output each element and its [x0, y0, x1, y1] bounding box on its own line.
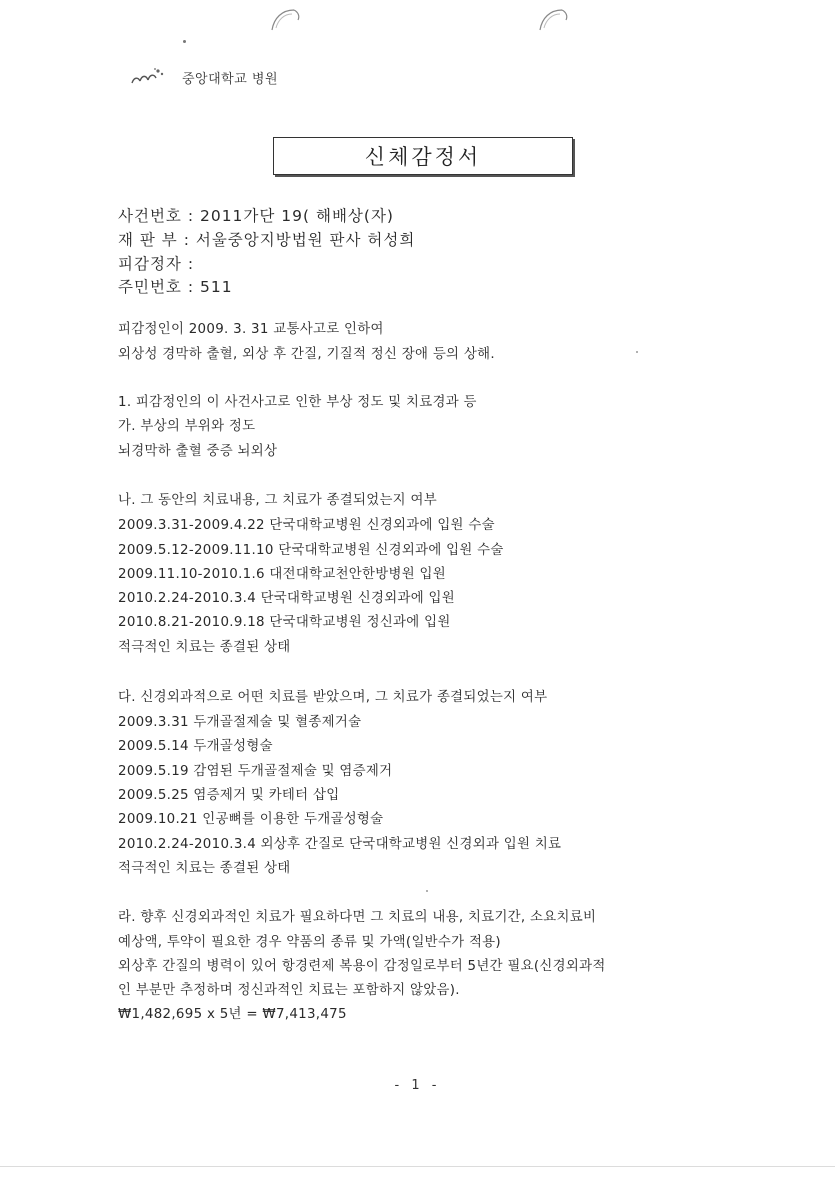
hospital-name: 중앙대학교 병원 — [182, 71, 279, 87]
resident-number-line: 주민번호 : 511 — [118, 278, 233, 296]
subsection-heading: 다. 신경외과적으로 어떤 치료를 받았으며, 그 치료가 종결되었는지 여부 — [118, 690, 548, 705]
section-heading: 1. 피감정인의 이 사건사고로 인한 부상 정도 및 치료경과 등 — [118, 395, 477, 410]
section-line: 뇌경막하 출혈 중증 뇌외상 — [118, 444, 278, 459]
surgery-line: 2009.5.14 두개골성형술 — [118, 739, 273, 754]
treatment-line: 2010.2.24-2010.3.4 단국대학교병원 신경외과에 입원 — [118, 591, 455, 606]
examinee-line: 피감정자 : — [118, 255, 195, 273]
surgery-line: 2009.5.25 염증제거 및 카테터 삽입 — [118, 788, 340, 803]
section-line: 외상후 간질의 병력이 있어 항경련제 복용이 감정일로부터 5년간 필요(신경외과적 — [118, 959, 606, 974]
court-line: 재 판 부 : 서울중앙지방법원 판사 허성희 — [118, 231, 416, 249]
document-title: 신체감정서 — [364, 145, 482, 169]
punch-hole-mark — [536, 4, 572, 34]
section-line: 인 부분만 추정하며 정신과적인 치료는 포함하지 않았음). — [118, 983, 460, 998]
section-line: 예상액, 투약이 필요한 경우 약품의 종류 및 가액(일반수가 적용) — [118, 935, 501, 950]
surgery-line: 2009.5.19 감염된 두개골절제술 및 염증제거 — [118, 764, 393, 779]
treatment-line: 2009.5.12-2009.11.10 단국대학교병원 신경외과에 입원 수술 — [118, 543, 504, 558]
page-bottom-edge — [0, 1166, 835, 1167]
treatment-line: 2010.8.21-2010.9.18 단국대학교병원 정신과에 입원 — [118, 615, 451, 630]
scan-speck — [636, 351, 638, 353]
scan-speck — [183, 40, 186, 43]
case-number-line: 사건번호 : 2011가단 19( 해배상(자) — [118, 207, 394, 225]
surgery-line: 2009.3.31 두개골절제술 및 혈종제거술 — [118, 715, 362, 730]
treatment-line: 적극적인 치료는 종결된 상태 — [118, 640, 291, 655]
document-title-box — [273, 137, 573, 175]
punch-hole-mark — [268, 4, 304, 34]
treatment-line: 2009.11.10-2010.1.6 대전대학교천안한방병원 입원 — [118, 567, 447, 582]
subsection-heading: 나. 그 동안의 치료내용, 그 치료가 종결되었는지 여부 — [118, 493, 437, 508]
letterhead — [128, 64, 278, 90]
subsection-heading: 가. 부상의 부위와 정도 — [118, 419, 256, 434]
hospital-logo-icon — [128, 65, 170, 89]
treatment-line: 2009.3.31-2009.4.22 단국대학교병원 신경외과에 입원 수술 — [118, 518, 495, 533]
subsection-heading: 라. 향후 신경외과적인 치료가 필요하다면 그 치료의 내용, 치료기간, 소요치료비 — [118, 910, 597, 925]
surgery-line: 2009.10.21 인공뼈를 이용한 두개골성형술 — [118, 812, 384, 827]
cost-line: ₩1,482,695 x 5년 = ₩7,413,475 — [118, 1007, 347, 1022]
surgery-line: 적극적인 치료는 종결된 상태 — [118, 861, 291, 876]
surgery-line: 2010.2.24-2010.3.4 외상후 간질로 단국대학교병원 신경외과 입원 치료 — [118, 837, 562, 852]
page-number: - 1 - — [394, 1078, 441, 1093]
intro-line: 피감정인이 2009. 3. 31 교통사고로 인하여 — [118, 322, 384, 337]
intro-line: 외상성 경막하 출혈, 외상 후 간질, 기질적 정신 장애 등의 상해. — [118, 347, 495, 362]
scan-speck — [426, 890, 428, 892]
